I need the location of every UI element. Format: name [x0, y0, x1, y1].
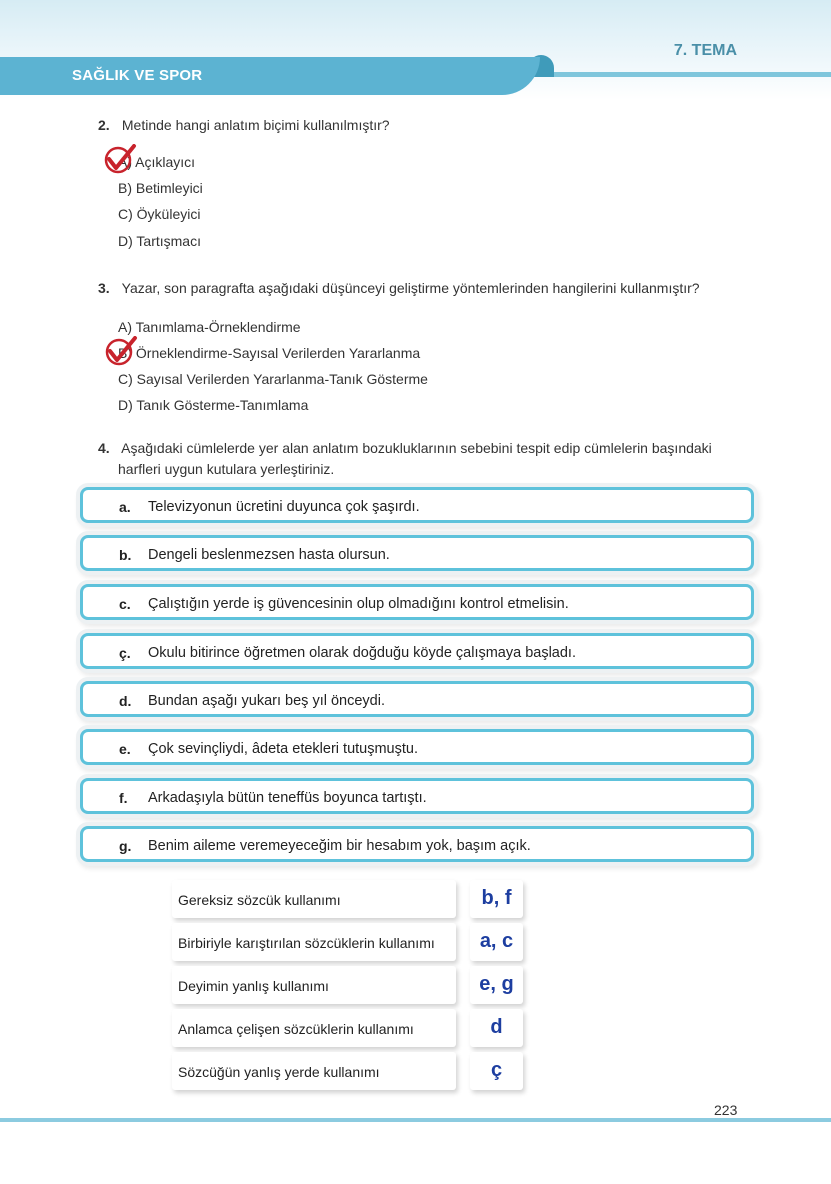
sentence-text: Televizyonun ücretini duyunca çok şaşırdı.	[148, 499, 420, 515]
sentence-text: Çok sevinçliydi, âdeta etekleri tutuşmuştu.	[148, 741, 418, 757]
q3-option-b[interactable]: B) Örneklendirme-Sayısal Verilerden Yararlanma	[118, 345, 421, 361]
category-cell	[172, 880, 456, 918]
sentence-letter: g.	[119, 838, 132, 854]
sentence-text: Okulu bitirince öğretmen olarak doğduğu köyde çalışmaya başladı.	[148, 645, 576, 661]
sentence-box	[80, 826, 754, 862]
page-number: 223	[714, 1102, 738, 1118]
sentence-text: Benim aileme veremeyeceğim bir hesabım yok, başım açık.	[148, 838, 531, 854]
header-rule	[548, 72, 831, 77]
category-cell	[172, 966, 456, 1004]
theme-label: 7. TEMA	[673, 42, 737, 59]
sentence-text: Arkadaşıyla bütün teneffüs boyunca tartıştı.	[148, 790, 427, 806]
sentence-text: Çalıştığın yerde iş güvencesinin olup olmadığını kontrol etmelisin.	[148, 596, 569, 612]
question-text-line1: Aşağıdaki cümlelerde yer alan anlatım bozukluklarının sebebini tespit edip cümlelerin başındaki	[121, 440, 712, 456]
question-4	[98, 440, 712, 456]
category-label: Anlamca çelişen sözcüklerin kullanımı	[178, 1021, 414, 1037]
q2-option-b[interactable]: B) Betimleyici	[118, 180, 203, 196]
answer-box[interactable]	[470, 1052, 523, 1090]
question-text: Yazar, son paragrafta aşağıdaki düşünceyi geliştirme yöntemlerinden hangilerini kullanmıştır?	[121, 280, 700, 296]
sentence-box	[80, 729, 754, 765]
answer-text: a, c	[479, 930, 514, 952]
category-cell	[172, 923, 456, 961]
sentence-letter: b.	[119, 547, 132, 563]
q2-option-d[interactable]: D) Tartışmacı	[118, 233, 201, 249]
answer-box[interactable]	[470, 923, 523, 961]
sentence-box	[80, 633, 754, 669]
question-text: Metinde hangi anlatım biçimi kullanılmıştır?	[121, 117, 390, 133]
sentence-letter: e.	[119, 741, 131, 757]
category-label: Deyimin yanlış kullanımı	[178, 978, 329, 994]
sentence-letter: a.	[119, 499, 131, 515]
checkmark-icon	[104, 336, 138, 366]
question-number: 4.	[98, 440, 110, 456]
question-number: 3.	[98, 280, 110, 296]
footer-rule	[0, 1118, 831, 1122]
answer-text: ç	[490, 1059, 503, 1081]
question-number: 2.	[98, 117, 110, 133]
category-cell	[172, 1009, 456, 1047]
checkmark-icon	[103, 144, 137, 174]
sentence-box	[80, 584, 754, 620]
q3-option-a[interactable]: A) Tanımlama-Örneklendirme	[118, 319, 301, 335]
sentence-letter: f.	[119, 790, 128, 806]
answer-box[interactable]	[470, 1009, 523, 1047]
sentence-box	[80, 681, 754, 717]
category-label: Gereksiz sözcük kullanımı	[178, 892, 341, 908]
question-4-line2: harfleri uygun kutulara yerleştiriniz.	[118, 461, 335, 477]
answer-text: d	[490, 1016, 503, 1038]
answer-text: b, f	[481, 887, 512, 909]
section-title: SAĞLIK VE SPOR	[72, 67, 203, 84]
answer-text: e, g	[479, 973, 514, 995]
sentence-box	[80, 778, 754, 814]
sentence-letter: d.	[119, 693, 132, 709]
sentence-letter: ç.	[119, 645, 131, 661]
answer-box[interactable]	[470, 880, 523, 918]
sentence-text: Bundan aşağı yukarı beş yıl önceydi.	[148, 693, 385, 709]
sentence-box	[80, 487, 754, 523]
q2-option-c[interactable]: C) Öyküleyici	[118, 206, 201, 222]
category-label: Sözcüğün yanlış yerde kullanımı	[178, 1064, 380, 1080]
q2-option-a[interactable]: A) Açıklayıcı	[118, 154, 196, 170]
category-cell	[172, 1052, 456, 1090]
answer-box[interactable]	[470, 966, 523, 1004]
question-3	[98, 280, 700, 296]
sentence-box	[80, 535, 754, 571]
q3-option-c[interactable]: C) Sayısal Verilerden Yararlanma-Tanık Gösterme	[118, 371, 428, 387]
sentence-letter: c.	[119, 596, 131, 612]
sentence-text: Dengeli beslenmezsen hasta olursun.	[148, 547, 390, 563]
q3-option-d[interactable]: D) Tanık Gösterme-Tanımlama	[118, 397, 309, 413]
category-label: Birbiriyle karıştırılan sözcüklerin kullanımı	[178, 935, 435, 951]
question-2	[98, 117, 390, 133]
